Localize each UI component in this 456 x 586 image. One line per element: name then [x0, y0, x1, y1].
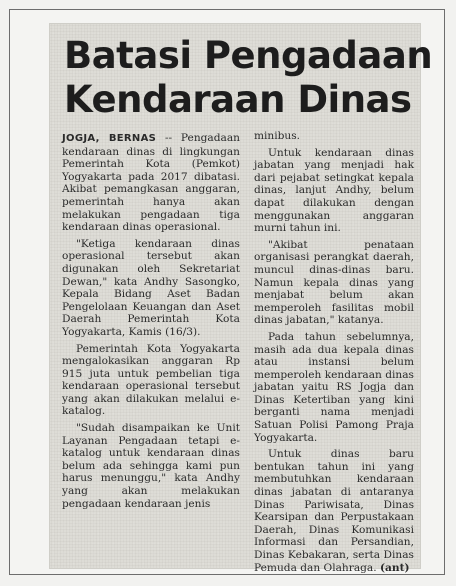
article-paragraph: Pada tahun sebelumnya, masih ada dua kepala dinas atau instansi belum memperoleh kendaraan dinas jabatan yaitu RS Jogja dan Dinas Ketertiban yang kini berganti nama menjadi Satuan Polisi Pamong Praja Yogyakarta.	[254, 330, 414, 444]
headline-line-2: Kendaraan Dinas	[64, 78, 412, 121]
article-paragraph: Pemerintah Kota Yogyakarta mengalokasikan anggaran Rp 915 juta untuk pembelian tiga kendaraan operasional tersebut yang akan dilakukan melalui e-katalog.	[62, 342, 240, 418]
article-paragraph: minibus.	[254, 130, 301, 142]
newspaper-clipping	[50, 24, 433, 574]
article-paragraph: "Akibat penataan organisasi perangkat daerah, muncul dinas-dinas baru. Namun kepala dinas yang menjabat belum akan memperoleh fasilitas mobil dinas jabatan," katanya.	[254, 238, 414, 327]
article-column-left	[62, 132, 240, 514]
article-paragraph: "Sudah disampaikan ke Unit Layanan Pengadaan tetapi e-katalog untuk kendaraan dinas belum ada sehingga kami pun harus menunggu," kata Andhy yang akan melakukan pengadaan kendaraan jenis	[62, 422, 240, 510]
dateline-dash: --	[156, 132, 181, 144]
article-paragraph	[254, 448, 414, 574]
paragraph-text: Untuk dinas baru bentukan tahun ini yang membutuhkan kendaraan dinas jabatan di antaranya Dinas Pariwisata, Dinas Kearsipan dan Perpustakaan Daerah, Dinas Komunikasi Informasi dan Persandian, Dinas Kebakaran, serta Dinas Pemuda dan Olahraga.	[254, 448, 414, 574]
article-column-right	[254, 130, 414, 578]
headline	[64, 34, 433, 122]
article-paragraph: "Ketiga kendaraan dinas operasional tersebut akan digunakan oleh Sekretariat Dewan," kata Andhy Sasongko, Kepala Bidang Aset Badan Pengelolaan Keuangan dan Aset Daerah Pemerintah Kota Yogyakarta, Kamis (16/3).	[62, 237, 240, 338]
article-paragraph	[62, 132, 240, 234]
article-paragraph: Untuk kendaraan dinas jabatan yang menjadi hak dari pejabat setingkat kepala dinas, lanjut Andhy, belum dapat dilakukan dengan menggunakan anggaran murni tahun ini.	[254, 146, 414, 235]
headline-line-1: Batasi Pengadaan	[64, 34, 433, 77]
paragraph-text: Pengadaan kendaraan dinas di lingkungan Pemerintah Kota (Pemkot) Yogyakarta pada 2017 dibatasi. Akibat pemangkasan anggaran, pemerintah hanya akan melakukan pengadaan tiga kendaraan dinas operasional.	[62, 132, 240, 234]
article-signature: (ant)	[379, 561, 410, 574]
dateline: JOGJA, BERNAS	[62, 133, 157, 144]
